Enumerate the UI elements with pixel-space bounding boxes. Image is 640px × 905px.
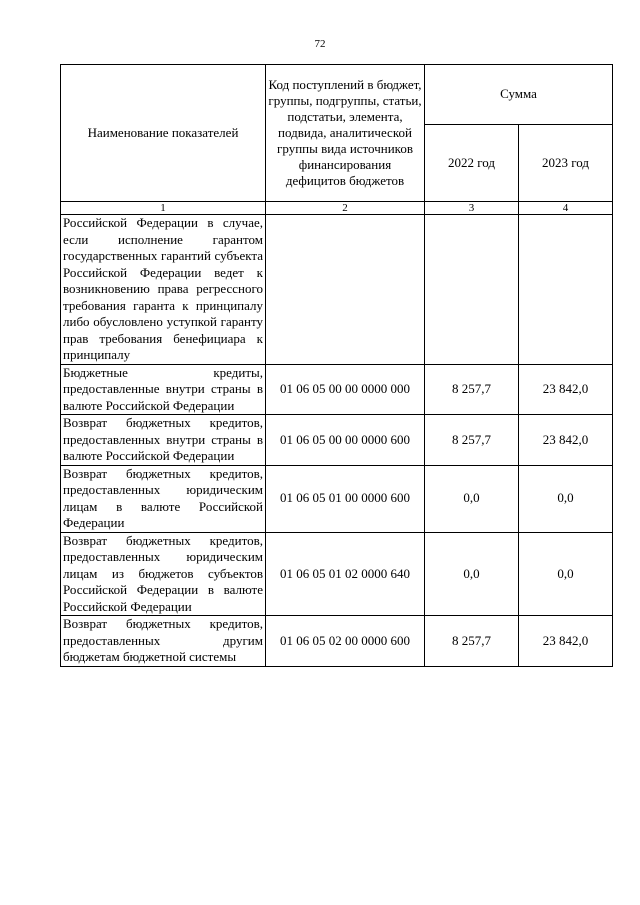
table-row: [61, 415, 613, 466]
header-name: Наименование показателей: [61, 65, 266, 202]
row-value-2023: 23 842,0: [519, 364, 613, 415]
row-value-2022: [425, 215, 519, 365]
column-number-2: 2: [266, 202, 425, 215]
row-value-2023: [519, 215, 613, 365]
header-year-2023: 2023 год: [519, 125, 613, 202]
row-name: Возврат бюджетных кредитов, предоставленных юридическим лицам в валюте Российской Федерации: [61, 465, 266, 532]
row-value-2023: 0,0: [519, 465, 613, 532]
row-value-2022: 8 257,7: [425, 415, 519, 466]
row-value-2022: 8 257,7: [425, 616, 519, 667]
column-number-1: 1: [61, 202, 266, 215]
table-row: [61, 364, 613, 415]
column-number-4: 4: [519, 202, 613, 215]
column-number-3: 3: [425, 202, 519, 215]
table-row: [61, 465, 613, 532]
row-code: [266, 215, 425, 365]
table-row: [61, 532, 613, 616]
row-value-2023: 23 842,0: [519, 415, 613, 466]
row-value-2023: 0,0: [519, 532, 613, 616]
row-value-2023: 23 842,0: [519, 616, 613, 667]
row-value-2022: 0,0: [425, 465, 519, 532]
column-number-row: [61, 202, 613, 215]
row-code: 01 06 05 01 00 0000 600: [266, 465, 425, 532]
row-name: Бюджетные кредиты, предоставленные внутри страны в валюте Российской Федерации: [61, 364, 266, 415]
row-name: Возврат бюджетных кредитов, предоставленных юридическим лицам из бюджетов субъектов Российской Федерации в валюте Российской Федерации: [61, 532, 266, 616]
row-code: 01 06 05 00 00 0000 000: [266, 364, 425, 415]
row-name: Возврат бюджетных кредитов, предоставленных другим бюджетам бюджетной системы: [61, 616, 266, 667]
header-year-2022: 2022 год: [425, 125, 519, 202]
row-value-2022: 8 257,7: [425, 364, 519, 415]
page-number: 72: [314, 38, 326, 50]
row-name: Российской Федерации в случае, если исполнение гарантом государственных гарантий субъекта Российской Федерации ведет к возникновению права регрессного требования гаранта к принципалу либо обусловлено уступкой гаранту прав требования бенефициара к принципалу: [61, 215, 266, 365]
header-row-top: [61, 65, 613, 125]
row-code: 01 06 05 02 00 0000 600: [266, 616, 425, 667]
row-name: Возврат бюджетных кредитов, предоставленных внутри страны в валюте Российской Федерации: [61, 415, 266, 466]
row-value-2022: 0,0: [425, 532, 519, 616]
table-row: [61, 215, 613, 365]
budget-sources-table: [60, 64, 613, 667]
header-code: Код поступлений в бюджет, группы, подгруппы, статьи, подстатьи, элемента, подвида, аналитической группы вида источников финансирования дефицитов бюджетов: [266, 65, 425, 202]
row-code: 01 06 05 01 02 0000 640: [266, 532, 425, 616]
row-code: 01 06 05 00 00 0000 600: [266, 415, 425, 466]
table-row: [61, 616, 613, 667]
header-sum: Сумма: [425, 65, 613, 125]
